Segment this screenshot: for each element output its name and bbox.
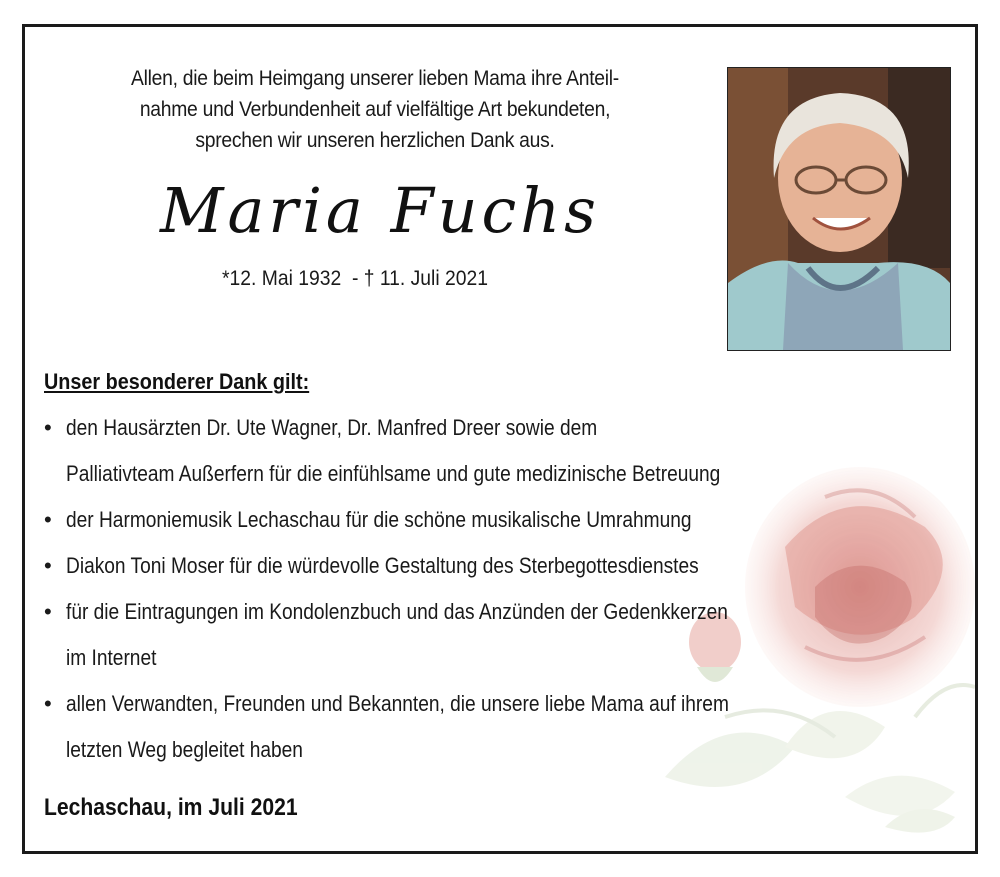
bullet: • <box>44 691 52 716</box>
list-item-text: allen Verwandten, Freunden und Bekannten, die unsere liebe Mama auf ihrem letzten Weg begleitet haben <box>66 691 729 762</box>
portrait-photo <box>727 67 951 351</box>
list-item-text: Diakon Toni Moser für die würdevolle Gestaltung des Sterbegottesdienstes <box>66 553 699 578</box>
list-item <box>44 543 959 589</box>
thanks-heading: Unser besonderer Dank gilt: <box>44 369 310 394</box>
list-item <box>44 497 959 543</box>
closing-line: Lechaschau, im Juli 2021 <box>44 794 298 821</box>
list-item <box>44 681 959 773</box>
list-item-text: den Hausärzten Dr. Ute Wagner, Dr. Manfred Dreer sowie dem Palliativteam Außerfern für die einfühlsame und gute medizinische Betreuung <box>66 415 721 486</box>
thanks-list <box>44 405 959 773</box>
intro-text <box>81 63 670 156</box>
life-dates: *12. Mai 1932 - † 11. Juli 2021 <box>221 267 488 290</box>
bullet: • <box>44 553 52 578</box>
intro-line: nahme und Verbundenheit auf vielfältige Art bekundeten, <box>139 98 611 121</box>
list-item <box>44 405 959 497</box>
deceased-name: Maria Fuchs <box>159 174 600 247</box>
list-item-text: der Harmoniemusik Lechaschau für die schöne musikalische Umrahmung <box>66 507 692 532</box>
bullet: • <box>44 415 52 440</box>
obituary-card <box>22 24 978 854</box>
intro-line: sprechen wir unseren herzlichen Dank aus. <box>195 129 555 152</box>
bullet: • <box>44 599 52 624</box>
list-item <box>44 589 959 681</box>
bullet: • <box>44 507 52 532</box>
intro-line: Allen, die beim Heimgang unserer lieben Mama ihre Anteil- <box>131 67 619 90</box>
list-item-text: für die Eintragungen im Kondolenzbuch und das Anzünden der Gedenkkerzen im Internet <box>66 599 728 670</box>
